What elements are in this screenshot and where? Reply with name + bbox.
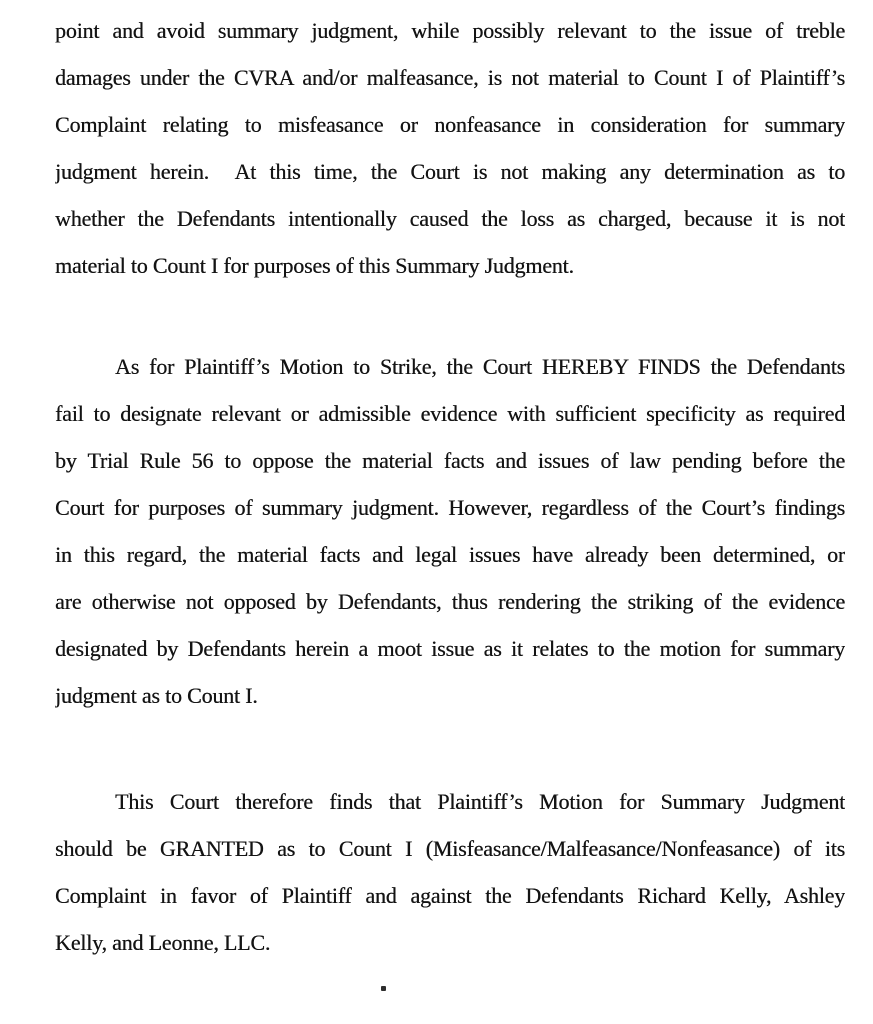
text-line: Complaint relating to misfeasance or nonfeasance in consideration for summary: [55, 112, 845, 137]
text-line: judgment herein. At this time, the Court is not making any determination as to: [55, 159, 845, 184]
text-line: As for Plaintiff’s Motion to Strike, the Court HEREBY FINDS the Defendants: [115, 354, 845, 379]
text-line: fail to designate relevant or admissible evidence with sufficient specificity as required: [55, 401, 845, 426]
text-line: Court for purposes of summary judgment. However, regardless of the Court’s findings: [55, 495, 845, 520]
text-line: damages under the CVRA and/or malfeasance, is not material to Count I of Plaintiff’s: [55, 65, 845, 90]
paragraph-continuation: [55, 7, 845, 289]
text-line: point and avoid summary judgment, while possibly relevant to the issue of treble: [55, 18, 845, 43]
text-line: whether the Defendants intentionally caused the loss as charged, because it is not: [55, 206, 845, 231]
text-line: in this regard, the material facts and legal issues have already been determined, or: [55, 542, 845, 567]
text-line: Complaint in favor of Plaintiff and against the Defendants Richard Kelly, Ashley: [55, 883, 845, 908]
text-line: judgment as to Count I.: [55, 683, 258, 708]
text-line: material to Count I for purposes of this Summary Judgment.: [55, 253, 574, 278]
text-line: Kelly, and Leonne, LLC.: [55, 930, 271, 955]
scan-speck-artifact: [381, 986, 386, 991]
paragraph-ruling: [55, 778, 845, 966]
paragraph-motion-to-strike: [55, 343, 845, 719]
text-line: should be GRANTED as to Count I (Misfeasance/Malfeasance/Nonfeasance) of its: [55, 836, 845, 861]
page-text: [55, 7, 845, 966]
text-line: by Trial Rule 56 to oppose the material facts and issues of law pending before the: [55, 448, 845, 473]
text-line: designated by Defendants herein a moot issue as it relates to the motion for summary: [55, 636, 845, 661]
text-line: This Court therefore finds that Plaintiff’s Motion for Summary Judgment: [115, 789, 845, 814]
text-line: are otherwise not opposed by Defendants, thus rendering the striking of the evidence: [55, 589, 845, 614]
